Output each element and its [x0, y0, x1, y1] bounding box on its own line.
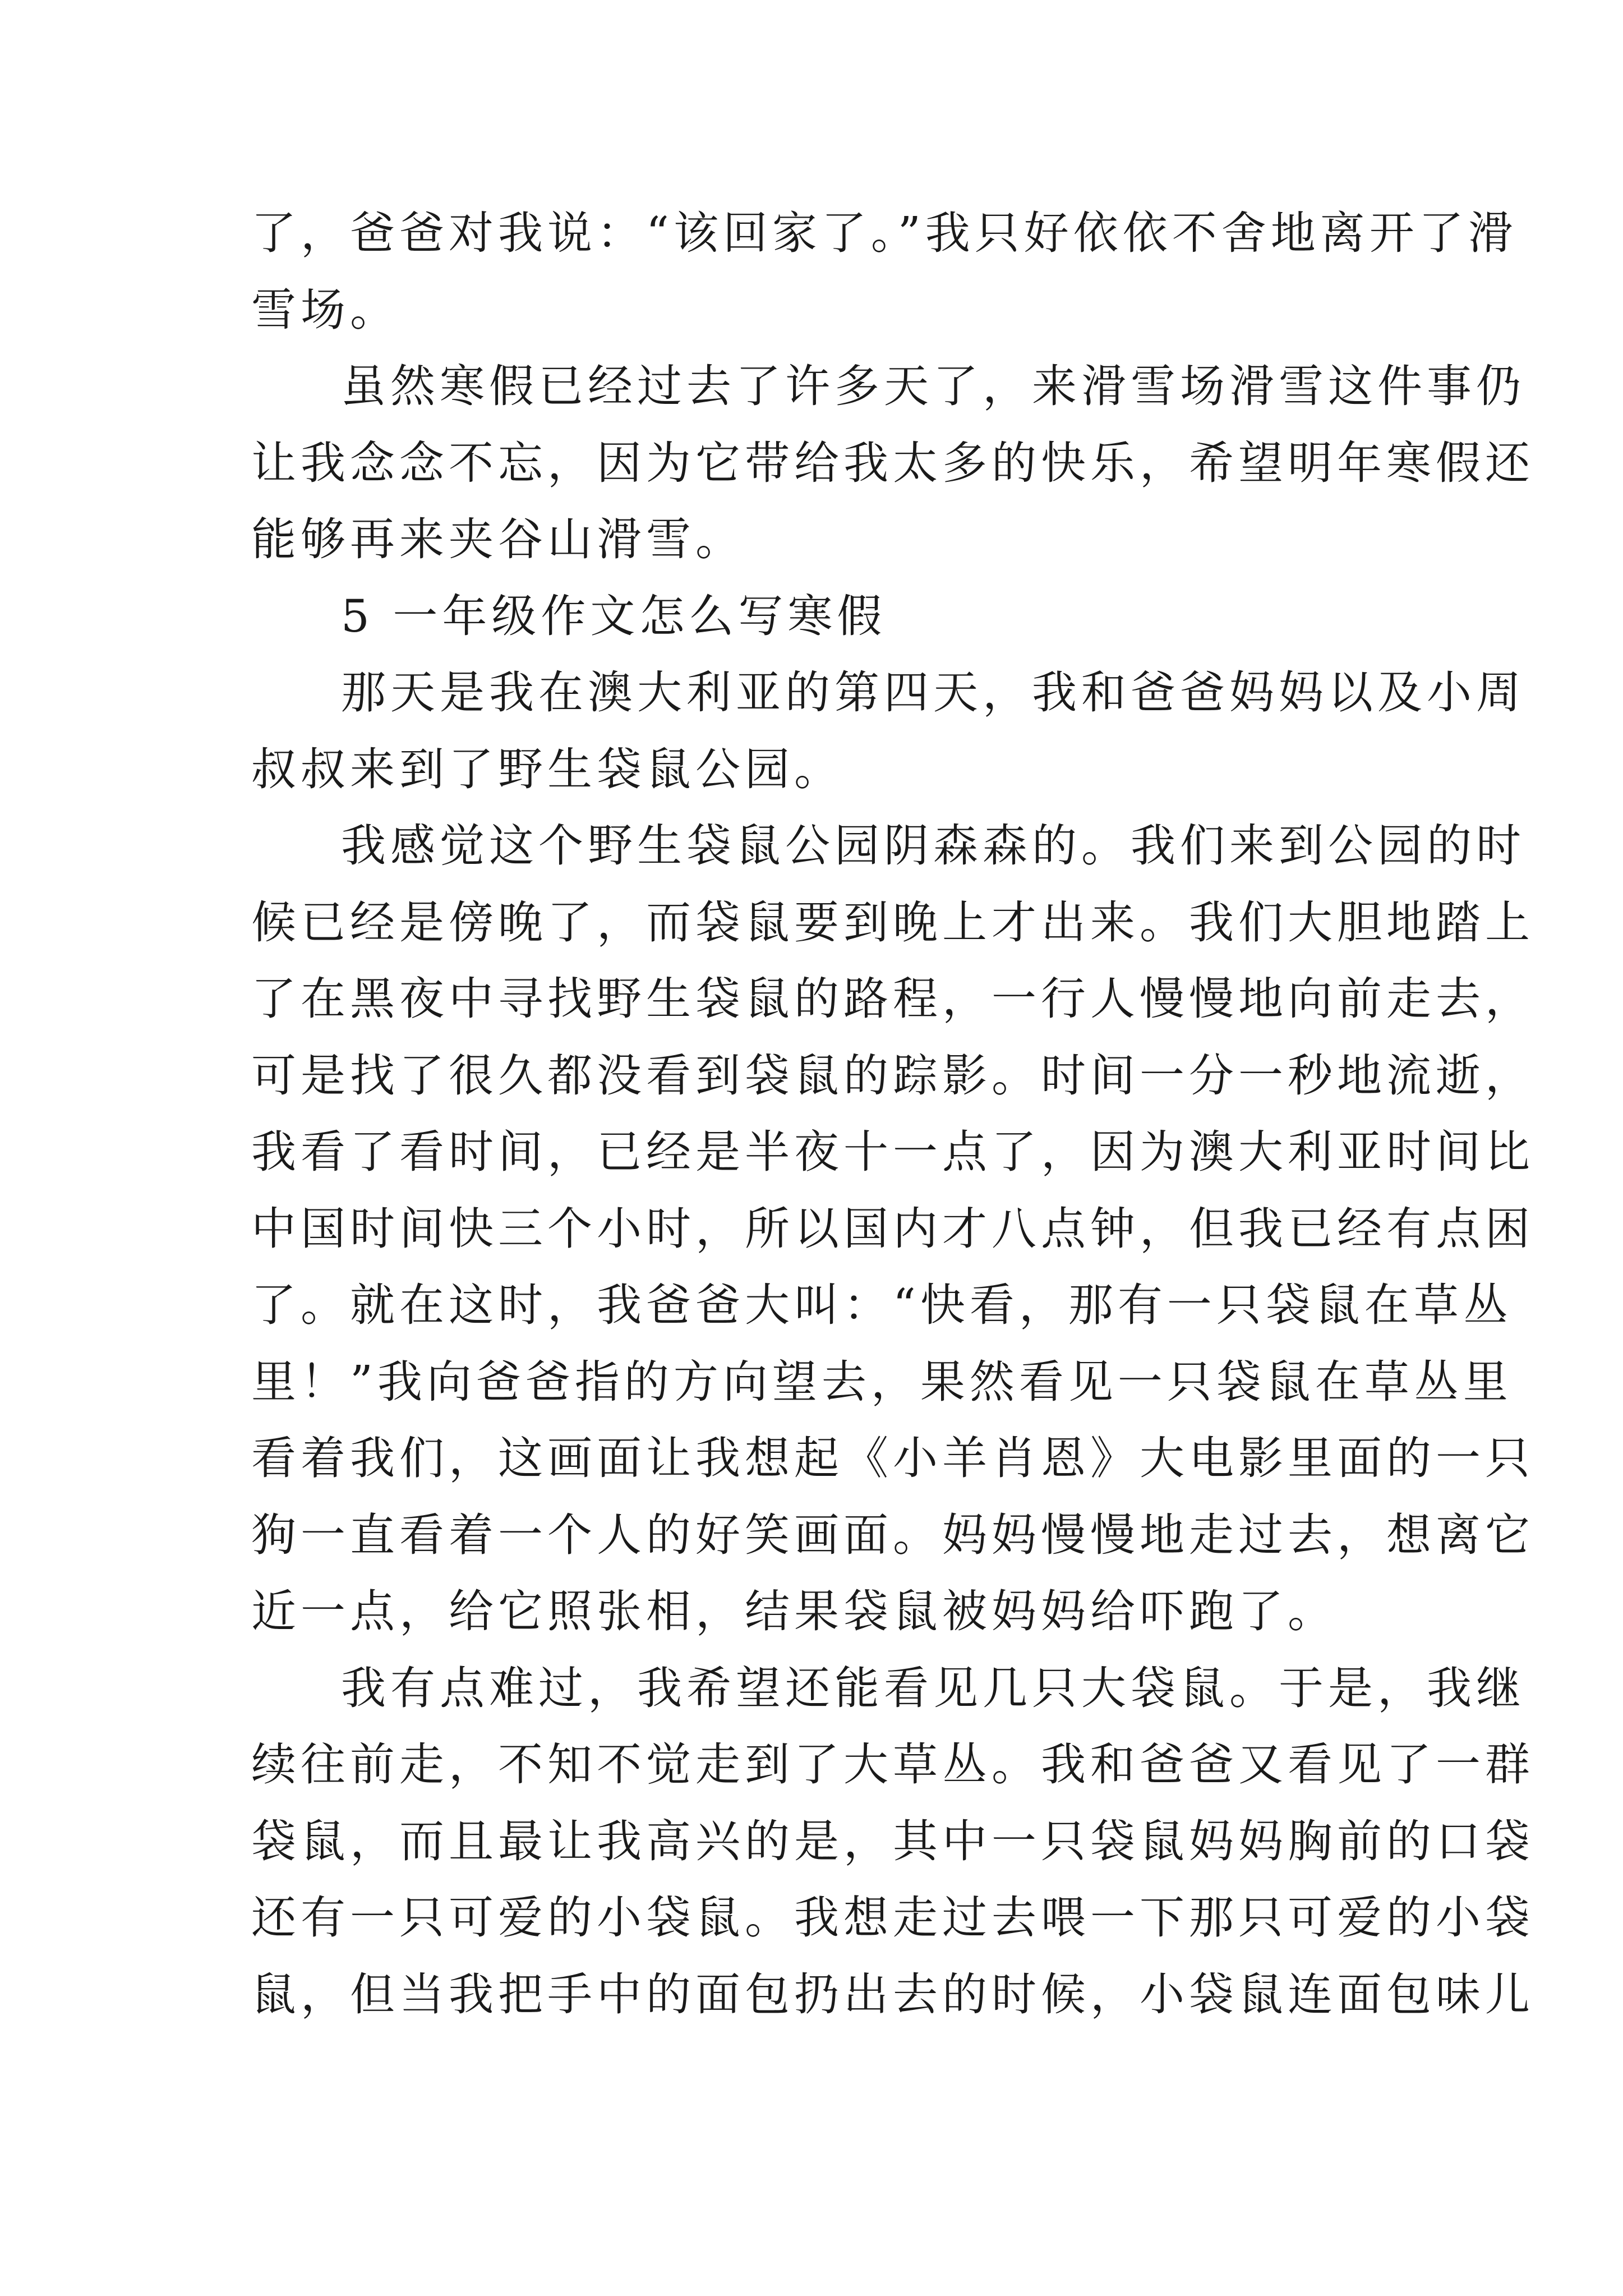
text-line: 中国时间快三个小时，所以国内才八点钟，但我已经有点困 — [251, 1202, 1534, 1255]
text-line: 看着我们，这画面让我想起《小羊肖恩》大电影里面的一只 — [251, 1432, 1534, 1484]
text-line: 我看了看时间，已经是半夜十一点了，因为澳大利亚时间比 — [251, 1126, 1534, 1178]
text-line: 能够再来夹谷山滑雪。 — [251, 513, 745, 565]
text-line: 续往前走，不知不觉走到了大草丛。我和爸爸又看见了一群 — [251, 1738, 1534, 1791]
paragraph-start-line: 我感觉这个野生袋鼠公园阴森森的。我们来到公园的时 — [341, 820, 1525, 872]
text-line: 了在黑夜中寻找野生袋鼠的路程，一行人慢慢地向前走去， — [251, 973, 1534, 1025]
section-heading: 5 一年级作文怎么写寒假 — [341, 590, 887, 642]
paragraph-start-line: 那天是我在澳大利亚的第四天，我和爸爸妈妈以及小周 — [341, 666, 1525, 719]
text-line: 还有一只可爱的小袋鼠。我想走过去喂一下那只可爱的小袋 — [251, 1892, 1534, 1944]
paragraph-start-line: 我有点难过，我希望还能看见几只大袋鼠。于是，我继 — [341, 1662, 1525, 1714]
text-line: 雪场。 — [251, 283, 399, 336]
text-line: 狗一直看着一个人的好笑画面。妈妈慢慢地走过去，想离它 — [251, 1508, 1534, 1561]
text-line: 叔叔来到了野生袋鼠公园。 — [251, 743, 843, 795]
paragraph-start-line: 虽然寒假已经过去了许多天了，来滑雪场滑雪这件事仍 — [341, 360, 1525, 412]
text-line: 鼠，但当我把手中的面包扔出去的时候，小袋鼠连面包味儿 — [251, 1968, 1534, 2021]
document-body — [251, 195, 1534, 2033]
text-line: 候已经是傍晚了，而袋鼠要到晚上才出来。我们大胆地踏上 — [251, 896, 1534, 949]
text-line: 让我念念不忘，因为它带给我太多的快乐，希望明年寒假还 — [251, 436, 1534, 489]
text-line: 袋鼠，而且最让我高兴的是，其中一只袋鼠妈妈胸前的口袋 — [251, 1815, 1534, 1867]
text-line: 了。就在这时，我爸爸大叫：“快看，那有一只袋鼠在草丛 — [251, 1279, 1513, 1331]
text-line: 近一点，给它照张相，结果袋鼠被妈妈给吓跑了。 — [251, 1585, 1337, 1637]
text-line: 了，爸爸对我说：“该回家了。”我只好依依不舍地离开了滑 — [251, 207, 1518, 259]
text-line: 可是找了很久都没看到袋鼠的踪影。时间一分一秒地流逝， — [251, 1049, 1534, 1102]
text-line: 里！”我向爸爸指的方向望去，果然看见一只袋鼠在草丛里 — [251, 1355, 1513, 1408]
